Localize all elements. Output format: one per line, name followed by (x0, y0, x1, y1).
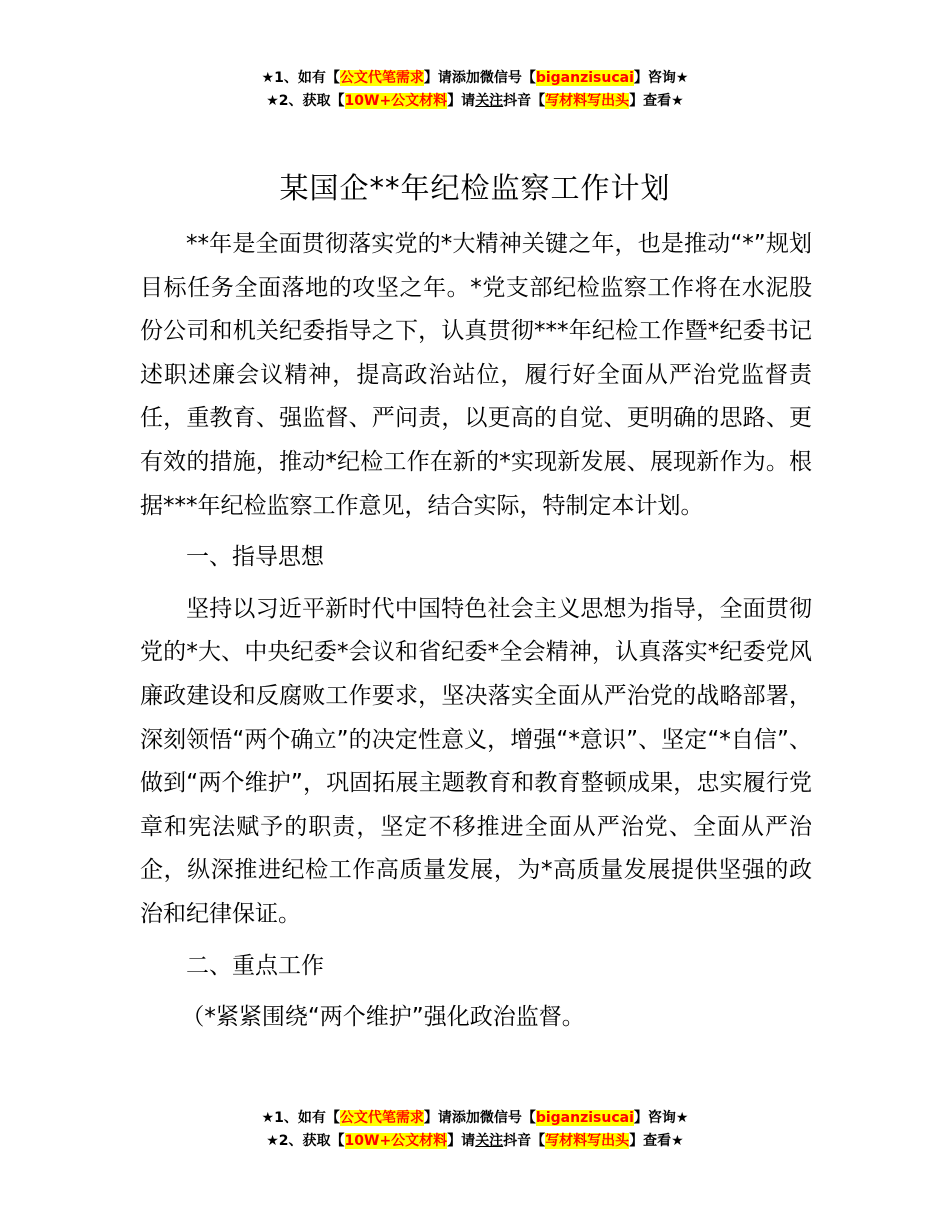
document-body (140, 223, 812, 1048)
banner-highlight: 公文代笔需求 (339, 70, 424, 86)
banner-text: 】咨询★ (633, 1110, 689, 1126)
intro-paragraph: **年是全面贯彻落实党的*大精神关键之年，也是推动“*”规划目标任务全面落地的攻坚之年。*党支部纪检监察工作将在水泥股份公司和机关纪委指导之下，认真贯彻***年纪检工作暨*纪委书记述职述廉会议精神，提高政治站位，履行好全面从严治党监督责任，重教育、强监督、严问责，以更高的自觉、更明确的思路、更有效的措施，推动*纪检工作在新的*实现新发展、展现新作为。根据***年纪检监察工作意见，结合实际，特制定本计划。 (140, 231, 812, 519)
banner-line-1 (0, 67, 950, 90)
banner-text: 】请 (447, 93, 476, 109)
banner-highlight: 公文代笔需求 (339, 1110, 424, 1126)
banner-underlined-text: 关注 (475, 93, 504, 109)
banner-highlight: biganzisucai (535, 70, 634, 86)
banner-highlight: biganzisucai (535, 1110, 634, 1126)
banner-text: 】请添加微信号【 (423, 70, 536, 86)
banner-text: ★2、获取【 (266, 93, 345, 109)
top-banner (0, 67, 950, 113)
banner-text: 抖音【 (503, 93, 546, 109)
banner-line-2 (0, 1130, 950, 1153)
section-heading: 二、重点工作 (186, 952, 324, 979)
banner-line-1 (0, 1107, 950, 1130)
section-heading: 一、指导思想 (186, 544, 324, 571)
section-paragraph: 坚持以习近平新时代中国特色社会主义思想为指导，全面贯彻党的*大、中央纪委*会议和省纪委*全会精神，认真落实*纪委党风廉政建设和反腐败工作要求，坚决落实全面从严治党的战略部署，深刻领悟“两个确立”的决定性意义，增强“*意识”、坚定“*自信”、做到“两个维护”，巩固拓展主题教育和教育整顿成果，忠实履行党章和宪法赋予的职责，坚定不移推进全面从严治党、全面从严治企，纵深推进纪检工作高质量发展，为*高质量发展提供坚强的政治和纪律保证。 (140, 595, 812, 927)
banner-text: 】查看★ (629, 1133, 684, 1149)
banner-highlight: 10W+公文材料 (344, 1133, 448, 1149)
banner-text: ★1、如有【 (261, 1110, 340, 1126)
banner-underlined-text: 关注 (475, 1133, 504, 1149)
banner-text: 抖音【 (503, 1133, 546, 1149)
document-title: 某国企**年纪检监察工作计划 (279, 171, 671, 205)
bottom-banner (0, 1107, 950, 1153)
banner-text: 】请 (447, 1133, 476, 1149)
banner-highlight: 10W+公文材料 (344, 93, 448, 109)
banner-text: 】查看★ (629, 93, 684, 109)
banner-text: ★1、如有【 (261, 70, 340, 86)
banner-text: ★2、获取【 (266, 1133, 345, 1149)
banner-text: 】咨询★ (633, 70, 689, 86)
banner-highlight: 写材料写出头 (545, 1133, 630, 1149)
list-item: （*紧紧围绕“两个维护”强化政治监督。 (181, 1004, 585, 1031)
banner-highlight: 写材料写出头 (545, 93, 630, 109)
banner-text: 】请添加微信号【 (423, 1110, 536, 1126)
banner-line-2 (0, 90, 950, 113)
